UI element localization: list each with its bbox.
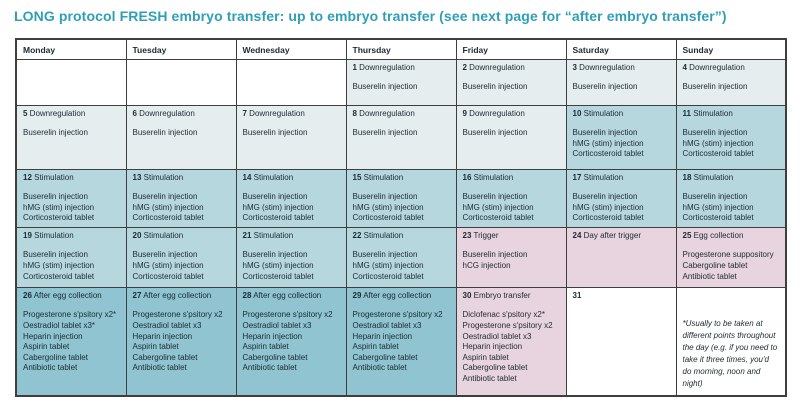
medication-item: Progesterone s'psitory x2 [242, 310, 333, 320]
medication-item: hCG injection [462, 260, 511, 270]
day-cell-10 [566, 106, 676, 170]
day-number: 8 [352, 109, 357, 118]
medication-item: Buserelin injection [242, 250, 308, 260]
day-heading: 28 After egg collection [242, 291, 322, 301]
day-cell-24 [566, 228, 676, 288]
medication-item: Buserelin injection [572, 192, 638, 202]
medication-item: Buserelin injection [682, 82, 748, 92]
medication-item: Corticosteroid tablet [23, 213, 95, 223]
weekday-header-saturday: Saturday [566, 39, 676, 60]
medication-item: Oestradiol tablet x3* [23, 320, 96, 330]
medication-item: Aspirin tablet [352, 342, 399, 352]
day-number: 29 [352, 291, 362, 301]
day-cell-7 [236, 106, 346, 170]
medication-list [353, 128, 451, 139]
day-cell-25 [676, 228, 786, 288]
medication-list [243, 310, 341, 373]
medication-item: Cabergoline tablet [682, 260, 748, 270]
day-heading: 12 Stimulation [23, 173, 74, 182]
day-cell-28 [236, 288, 346, 396]
medication-item: Antibiotic tablet [23, 363, 78, 373]
day-number: 1 [352, 63, 357, 72]
medication-list [23, 128, 121, 139]
medication-item: Buserelin injection [23, 250, 88, 260]
medication-item: Heparin injection [23, 331, 83, 341]
day-number: 30 [462, 291, 472, 301]
day-heading: 24 Day after trigger [572, 231, 641, 241]
calendar-body [16, 60, 786, 396]
day-number: 14 [242, 173, 252, 182]
medication-item: hMG (stim) injection [682, 138, 754, 148]
day-cell-2 [456, 60, 566, 106]
day-heading: 10 Stimulation [572, 109, 624, 118]
medication-item: Antibiotic tablet [682, 271, 737, 281]
medication-item: Corticosteroid tablet [352, 271, 424, 281]
day-heading: 2 Downregulation [462, 63, 525, 72]
day-heading: 14 Stimulation [242, 173, 294, 182]
medication-item: Buserelin injection [462, 128, 528, 138]
medication-list [573, 82, 671, 93]
protocol-calendar-table [15, 38, 787, 397]
medication-item: hMG (stim) injection [242, 260, 314, 270]
day-number: 24 [572, 231, 582, 241]
week-row-1 [16, 60, 786, 106]
day-cell-6 [126, 106, 236, 170]
medication-item: Progesterone s'psitory x2* [23, 310, 117, 320]
day-number: 2 [462, 63, 467, 72]
medication-item: Buserelin injection [572, 128, 638, 138]
medication-list [243, 128, 341, 139]
day-cell-9 [456, 106, 566, 170]
weekday-header-friday: Friday [456, 39, 566, 60]
day-cell-30 [456, 288, 566, 396]
day-number: 21 [242, 231, 252, 241]
medication-item: hMG (stim) injection [352, 202, 424, 212]
medication-list [133, 128, 231, 139]
day-heading: 19 Stimulation [23, 231, 74, 241]
medication-item: Heparin injection [242, 331, 303, 341]
medication-list [463, 250, 561, 271]
day-cell-20 [126, 228, 236, 288]
medication-item: Oestradiol tablet x3 [132, 320, 202, 330]
day-heading: 23 Trigger [462, 231, 499, 241]
medication-item: Antibiotic tablet [132, 363, 187, 373]
medication-item: hMG (stim) injection [23, 202, 95, 212]
medication-list [353, 250, 451, 282]
day-number: 19 [23, 231, 32, 241]
empty-cell [236, 60, 346, 106]
day-cell-23 [456, 228, 566, 288]
day-number: 4 [682, 63, 687, 72]
day-heading: 26 After egg collection [23, 291, 102, 301]
day-heading: 11 Stimulation [682, 109, 733, 118]
medication-item: Cabergoline tablet [352, 352, 418, 362]
empty-cell [16, 60, 126, 106]
weekday-header-tuesday: Tuesday [126, 39, 236, 60]
medication-list [133, 310, 231, 373]
day-cell-17 [566, 170, 676, 228]
day-cell-27 [126, 288, 236, 396]
day-heading: 29 After egg collection [352, 291, 432, 301]
day-cell-31 [566, 288, 676, 396]
day-cell-1 [346, 60, 456, 106]
medication-list [353, 310, 451, 373]
medication-item: Corticosteroid tablet [132, 271, 204, 281]
medication-list [133, 192, 231, 224]
day-number: 27 [132, 291, 142, 301]
medication-item: hMG (stim) injection [572, 138, 644, 148]
medication-item: Buserelin injection [682, 128, 748, 138]
medication-item: Corticosteroid tablet [682, 149, 754, 159]
day-number: 7 [242, 109, 247, 118]
medication-item: Antibiotic tablet [242, 363, 297, 373]
medication-item: Buserelin injection [242, 128, 308, 138]
medication-item: Aspirin tablet [132, 342, 179, 352]
medication-item: Diclofenac s'psitory x2* [462, 310, 545, 320]
day-heading [573, 291, 671, 301]
day-number: 31 [572, 291, 582, 301]
weekday-header-wednesday: Wednesday [236, 39, 346, 60]
day-cell-26 [16, 288, 126, 396]
day-cell-16 [456, 170, 566, 228]
medication-item: Oestradiol tablet x3 [242, 320, 312, 330]
medication-item: Progesterone s'psitory x2 [462, 320, 553, 330]
day-cell-13 [126, 170, 236, 228]
medication-list [683, 250, 781, 282]
medication-item: Buserelin injection [242, 192, 308, 202]
day-heading: 30 Embryo transfer [462, 291, 531, 301]
week-row-5 [16, 288, 786, 396]
medication-item: Corticosteroid tablet [682, 213, 754, 223]
medication-item: Buserelin injection [682, 192, 748, 202]
medication-item: Heparin injection [132, 331, 193, 341]
medication-item: Aspirin tablet [23, 342, 70, 352]
medication-list [683, 82, 781, 93]
medication-list [243, 192, 341, 224]
medication-item: Buserelin injection [352, 82, 418, 92]
medication-item: Buserelin injection [352, 128, 418, 138]
medication-item: hMG (stim) injection [682, 202, 754, 212]
medication-item: Oestradiol tablet x3 [352, 320, 422, 330]
day-heading: 20 Stimulation [132, 231, 184, 241]
day-number: 5 [23, 109, 28, 118]
day-cell-18 [676, 170, 786, 228]
medication-item: Antibiotic tablet [352, 363, 407, 373]
day-number: 15 [352, 173, 362, 182]
medication-item: Progesterone suppository [682, 250, 774, 260]
medication-list [23, 192, 121, 224]
day-number: 22 [352, 231, 362, 241]
day-cell-29 [346, 288, 456, 396]
day-heading: 22 Stimulation [352, 231, 404, 241]
medication-list [353, 192, 451, 224]
day-number: 11 [682, 109, 691, 118]
day-number: 3 [572, 63, 577, 72]
day-cell-3 [566, 60, 676, 106]
medication-item: Buserelin injection [462, 82, 528, 92]
medication-item: Heparin injection [462, 342, 523, 352]
day-heading: 3 Downregulation [572, 63, 635, 72]
medication-item: Corticosteroid tablet [132, 213, 204, 223]
medication-item: Progesterone s'psitory x2 [352, 310, 443, 320]
medication-item: Progesterone s'psitory x2 [132, 310, 223, 320]
medication-item: Cabergoline tablet [23, 352, 88, 362]
day-heading: 27 After egg collection [132, 291, 212, 301]
medication-item: Corticosteroid tablet [242, 213, 314, 223]
medication-item: Cabergoline tablet [242, 352, 308, 362]
medication-list [133, 250, 231, 282]
medication-item: Corticosteroid tablet [572, 213, 644, 223]
weekday-header-monday: Monday [16, 39, 126, 60]
medication-item: hMG (stim) injection [132, 202, 204, 212]
day-number: 26 [23, 291, 32, 301]
medication-list [463, 82, 561, 93]
medication-item: Aspirin tablet [462, 352, 509, 362]
day-heading: 15 Stimulation [352, 173, 404, 182]
day-heading: 17 Stimulation [572, 173, 624, 182]
weekday-header-row [16, 39, 786, 60]
day-cell-11 [676, 106, 786, 170]
day-heading: 9 Downregulation [462, 109, 525, 118]
day-number: 16 [462, 173, 472, 182]
medication-list [463, 310, 561, 384]
day-cell-8 [346, 106, 456, 170]
medication-item: Buserelin injection [462, 250, 528, 260]
medication-item: hMG (stim) injection [462, 202, 534, 212]
medication-item: hMG (stim) injection [572, 202, 644, 212]
medication-item: Heparin injection [352, 331, 413, 341]
week-row-3 [16, 170, 786, 228]
medication-item: Antibiotic tablet [462, 373, 517, 383]
medication-item: hMG (stim) injection [132, 260, 204, 270]
medication-item: Oestradiol tablet x3 [462, 331, 532, 341]
medication-item: Buserelin injection [23, 128, 88, 138]
day-cell-5 [16, 106, 126, 170]
day-heading: 6 Downregulation [132, 109, 195, 118]
day-number: 12 [23, 173, 32, 182]
day-cell-14 [236, 170, 346, 228]
medication-list [463, 128, 561, 139]
day-heading: 16 Stimulation [462, 173, 514, 182]
medication-list [243, 250, 341, 282]
medication-item: Corticosteroid tablet [242, 271, 314, 281]
week-row-2 [16, 106, 786, 170]
day-number: 28 [242, 291, 252, 301]
medication-item: Cabergoline tablet [132, 352, 198, 362]
medication-item: Buserelin injection [132, 250, 198, 260]
day-number: 25 [682, 231, 692, 241]
medication-list [683, 128, 781, 160]
weekday-header-sunday: Sunday [676, 39, 786, 60]
footnote-text: *Usually to be taken at different points throughout the day (e.g. if you need to take it three times, you'd do morning, noon and night) [682, 319, 778, 389]
medication-item: Aspirin tablet [242, 342, 289, 352]
medication-list [573, 192, 671, 224]
medication-list [23, 250, 121, 282]
medication-list [353, 82, 451, 93]
day-number: 20 [132, 231, 142, 241]
medication-item: Cabergoline tablet [462, 363, 528, 373]
medication-item: Buserelin injection [132, 192, 198, 202]
medication-item: hMG (stim) injection [23, 260, 95, 270]
day-cell-4 [676, 60, 786, 106]
day-cell-21 [236, 228, 346, 288]
day-heading: 7 Downregulation [242, 109, 305, 118]
medication-item: Corticosteroid tablet [462, 213, 534, 223]
day-heading: 8 Downregulation [352, 109, 415, 118]
day-number: 18 [682, 173, 692, 182]
medication-item: Corticosteroid tablet [572, 149, 644, 159]
day-heading: 5 Downregulation [23, 109, 86, 118]
week-row-4 [16, 228, 786, 288]
medication-item: hMG (stim) injection [352, 260, 424, 270]
medication-list [683, 192, 781, 224]
day-number: 10 [572, 109, 582, 118]
day-heading: 18 Stimulation [682, 173, 734, 182]
day-heading: 21 Stimulation [242, 231, 294, 241]
day-heading: 25 Egg collection [682, 231, 744, 241]
medication-list [463, 192, 561, 224]
medication-item: Buserelin injection [352, 192, 418, 202]
day-number: 6 [132, 109, 137, 118]
medication-item: Corticosteroid tablet [23, 271, 95, 281]
medication-list [23, 310, 121, 373]
medication-list [573, 128, 671, 160]
day-heading: 13 Stimulation [132, 173, 184, 182]
day-number: 23 [462, 231, 472, 241]
empty-cell [126, 60, 236, 106]
medication-item: hMG (stim) injection [242, 202, 314, 212]
calendar-header [16, 39, 786, 60]
day-cell-15 [346, 170, 456, 228]
day-cell-22 [346, 228, 456, 288]
footnote-cell [676, 288, 786, 396]
day-heading: 1 Downregulation [352, 63, 415, 72]
day-heading: 4 Downregulation [682, 63, 745, 72]
day-number: 9 [462, 109, 467, 118]
medication-item: Buserelin injection [462, 192, 528, 202]
medication-item: Buserelin injection [352, 250, 418, 260]
day-number: 13 [132, 173, 142, 182]
medication-item: Buserelin injection [23, 192, 88, 202]
medication-item: Corticosteroid tablet [352, 213, 424, 223]
medication-item: Buserelin injection [132, 128, 198, 138]
day-cell-19 [16, 228, 126, 288]
weekday-header-thursday: Thursday [346, 39, 456, 60]
medication-item: Buserelin injection [572, 82, 638, 92]
day-cell-12 [16, 170, 126, 228]
day-number: 17 [572, 173, 582, 182]
page-title: LONG protocol FRESH embryo transfer: up to embryo transfer (see next page for “after embryo transfer”) [14, 8, 727, 24]
